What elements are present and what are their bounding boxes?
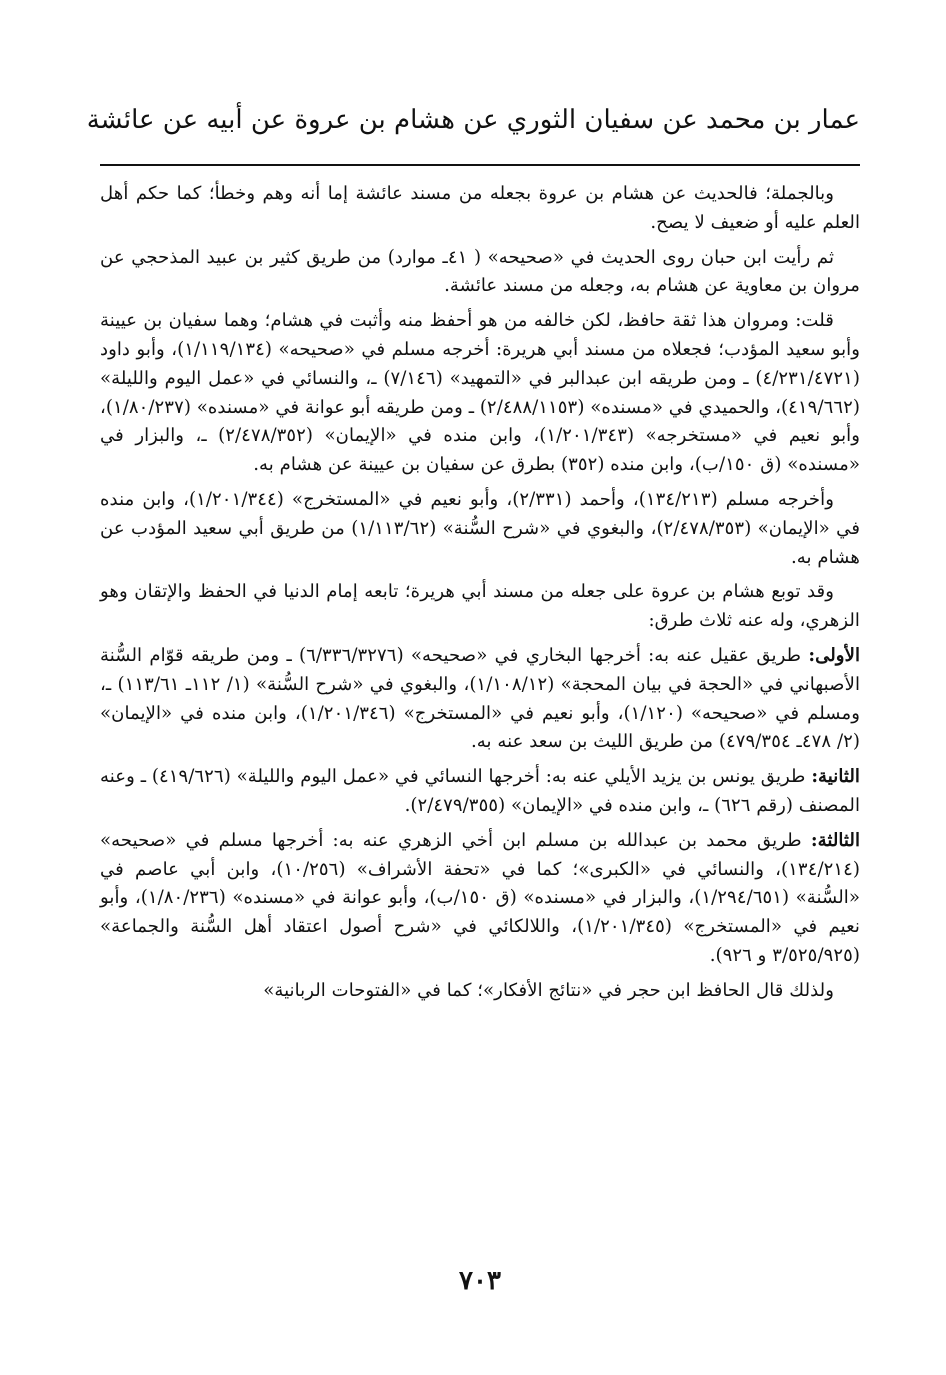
second-route-text: طريق يونس بن يزيد الأيلي عنه به: أخرجها النسائي في «عمل اليوم والليلة» (٤١٩/٦٢٦) ـ وعنه المصنف (رقم ٦٢٦) ـ، وابن منده في «الإيمان» (٢/٤٧٩/٣٥٥). bbox=[100, 766, 860, 816]
paragraph-third-route bbox=[100, 827, 860, 971]
first-route-text: طريق عقيل عنه به: أخرجها البخاري في «صحيحه» (٦/٣٣٦/٣٢٧٦) ـ ومن طريقه قوّام السُّنة الأصبهاني في «الحجة في بيان المحجة» (١/١٠٨/١٢)، والبغوي في «شرح السُّنة» (١/ ١١٢ـ ١١٣/٦١) ـ، ومسلم في «صحيحه» (١/١٢٠)، وأبو نعيم في «المستخرج» (١/٢٠١/٣٤٦)، وابن منده في «الإيمان» (٢/ ٤٧٨ـ ٤٧٩/٣٥٤) من طريق الليث بن سعد عنه به. bbox=[100, 644, 860, 753]
paragraph-ibn-hajar: ولذلك قال الحافظ ابن حجر في «نتائج الأفكار»؛ كما في «الفتوحات الربانية» bbox=[263, 979, 834, 1001]
paragraph-muslim: وأخرجه مسلم (١٣٤/٢١٣)، وأحمد (٢/٣٣١)، وأبو نعيم في «المستخرج» (١/٢٠١/٣٤٤)، وابن منده في «الإيمان» (٢/٤٧٨/٣٥٣)، والبغوي في «شرح السُّنة» (١/١١٣/٦٢) من طريق أبي سعيد المؤدب عن هشام به. bbox=[100, 488, 861, 568]
paragraph-second-route bbox=[100, 763, 860, 821]
paragraph-marwan: قلت: ومروان هذا ثقة حافظ، لكن خالفه من هو أحفظ منه وأثبت في هشام؛ وهما سفيان بن عيينة وأبو سعيد المؤدب؛ فجعلاه من مسند أبي هريرة: أخرجه مسلم في «صحيحه» (١/١١٩/١٣٤)، وأبو داود (٤/٢٣١/٤٧٢١) ـ ومن طريقه ابن عبدالبر في «التمهيد» (٧/١٤٦) ـ، والنسائي في «عمل اليوم والليلة» (٤١٩/٦٦٢)، والحميدي في «مسنده» (٢/٤٨٨/١١٥٣) ـ ومن طريقه أبو عوانة في «مسنده» (١/٨٠/٢٣٧)، وأبو نعيم في «مستخرجه» (١/٢٠١/٣٤٣)، وابن منده في «الإيمان» (٢/٤٧٨/٣٥٢) ـ، والبزار في «مسنده» (ق ١٥٠/ب)، وابن منده (٣٥٢) بطرق عن سفيان بن عيينة عن هشام به. bbox=[100, 310, 861, 476]
second-route-label: الثانية: bbox=[811, 766, 860, 788]
paragraph-first-route bbox=[100, 642, 860, 757]
third-route-label: الثالثة: bbox=[810, 829, 860, 851]
page-number: ٧٠٣ bbox=[459, 1266, 501, 1296]
first-route-label: الأولى: bbox=[808, 644, 860, 666]
paragraph-zuhri: وقد توبع هشام بن عروة على جعله من مسند أبي هريرة؛ تابعه إمام الدنيا في الحفظ والإتقان وهو الزهري، وله عنه ثلاث طرق: bbox=[100, 581, 860, 632]
running-header: عمار بن محمد عن سفيان الثوري عن هشام بن عروة عن أبيه عن عائشة bbox=[86, 105, 860, 135]
third-route-text: طريق محمد بن عبدالله بن مسلم ابن أخي الزهري عنه به: أخرجها مسلم في «صحيحه» (١٣٤/٢١٤)، والنسائي في «الكبرى»؛ كما في «تحفة الأشراف» (١٠/٢٥٦)، وابن أبي عاصم في «السُّنة» (١/٢٩٤/٦٥١)، والبزار في «مسنده» (ق ١٥٠/ب)، وأبو عوانة في «مسنده» (١/٨٠/٢٣٦)، وأبو نعيم في «المستخرج» (١/٢٠١/٣٤٥)، واللالكائي في «شرح أصول اعتقاد أهل السُّنة والجماعة» (٣/٥٢٥/٩٢٥ و ٩٢٦). bbox=[100, 829, 861, 966]
paragraph-ibn-hibban: ثم رأيت ابن حبان روى الحديث في «صحيحه» ( ٤١ـ موارد) من طريق كثير بن عبيد المذحجي عن مروان بن معاوية عن هشام به، وجعله من مسند عائشة. bbox=[100, 246, 860, 297]
book-page bbox=[86, 0, 861, 1375]
header-divider bbox=[100, 164, 860, 166]
paragraph-summary: وبالجملة؛ فالحديث عن هشام بن عروة بجعله من مسند عائشة إما أنه وهم وخطأ؛ كما حكم أهل العلم عليه أو ضعيف لا يصح. bbox=[100, 183, 860, 233]
body-text bbox=[100, 180, 860, 1012]
